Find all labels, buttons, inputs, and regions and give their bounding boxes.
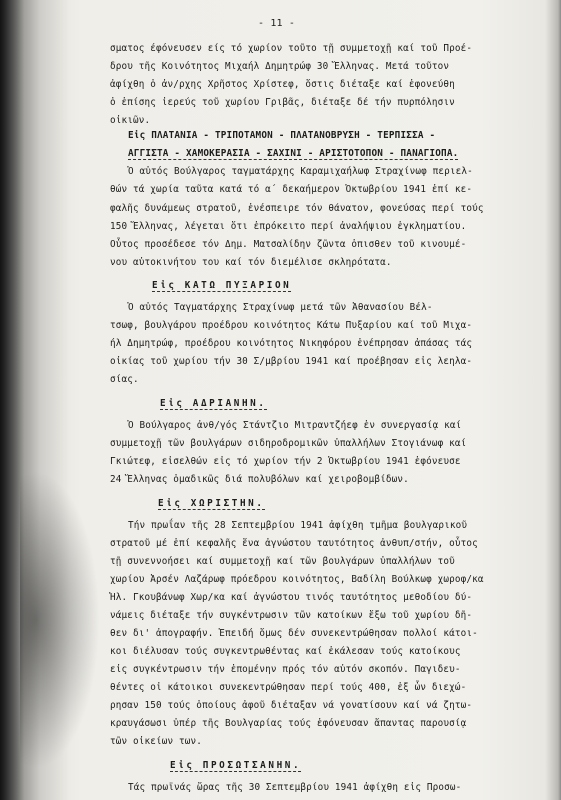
text-line: ὁ ἐπίσης ἱερεύς τοῦ χωρίου Γριβᾶς, διέταξε δέ τήν πυρπόλησιν [110, 97, 455, 109]
text-line: Ὁ αὐτός Βούλγαρος ταγματάρχης Καραμιχαήλωφ Στραχίνωφ περιελ- [128, 166, 473, 178]
text-line: σματος έφόνευσεν είς τό χωρίον τοῦτο τῇ συμμετοχῇ καί τοῦ Προέ- [110, 43, 473, 54]
text-line: 24 Ἕλληνας ὁμαδικῶς διά πολυβόλων καί χειροβομβίδων. [110, 474, 409, 486]
text-line: εἰς συγκέντρωσιν τήν ἑπομένην πρός τόν αὐτόν σκοπόν. Παγιδευ- [110, 663, 461, 675]
text-line: κοι διέλυσαν τούς συγκεντρωθέντας καί ἐκάλεσαν τούς κατοίκους [110, 645, 461, 657]
text-line: χωρίου Ἀρσέν Λαζάρωφ πρόεδρου κοινότητος, Βαδίλη Βούλκωφ χωροφ/κα [110, 573, 484, 585]
text-line: Ἠλ. Γκουβάνωφ Χωρ/κα καί ἀγνώστου τινός ταυτότητος μεθοδίου δύ- [110, 591, 473, 603]
scan-shadow [20, 470, 100, 770]
text-line: τῇ συνεννοήσει καί συμμετοχῇ καί τῶν βουλγάρων ὑπαλλήλων τοῦ [110, 555, 455, 567]
section-heading: Εἰς ΧΩΡΙΣΤΗΝ. [158, 497, 265, 509]
section-heading: Εἰς ΑΔΡΙΑΝΗΝ. [160, 398, 267, 410]
text-line: Γκιώτεφ, εἰσελθών εἰς τό χωρίον τήν 2 Ὀκτωβρίου 1941 ἐφόνευσε [110, 456, 461, 468]
section-heading: Εἰς ΠΛΑΤΑΝΙΑ - ΤΡΙΠΟΤΑΜΟΝ - ΠΛΑΤΑΝΟΒΡΥΣΗ - ΤΕΡΠΙΣΣΑ - [128, 130, 436, 142]
text-line: δρου τῆς Κοινότητος Μιχαήλ Δημητρώφ 30 Ἕλληνας. Μετά τοῦτον [110, 61, 450, 73]
text-line: τσωφ, βουλγάρου προέδρου κοινότητος Κάτω Πυξαρίου καί τοῦ Μιχα- [110, 320, 473, 332]
scan-shadow [0, 0, 70, 800]
text-line: ήλ Δημητρώφ, προέδρου κοινότητος Νικηφόρου ἐνέπρησαν ἁπάσας τάς [110, 338, 473, 350]
text-line: Τήν πρωΐαν τῆς 28 Σεπτεμβρίου 1941 ἀφίχθη τμῆμα βουλγαρικοῦ [128, 519, 468, 531]
text-line: στρατοῦ μέ ἐπί κεφαλῆς ἕνα ἀγνώστου ταυτότητος ἀνθυπ/στήν, οὗτος [110, 537, 478, 549]
text-line: θέντες οἱ κάτοικοι συνεκεντρώθησαν περί τούς 400, ἐξ ὧν διεχώ- [110, 682, 467, 693]
text-line: Τάς πρωϊνάς ὥρας τῆς 30 Σεπτεμβρίου 1941 ἀφίχθη εἰς Προσω- [128, 781, 462, 793]
text-line: νου αὐτοκινήτου του καί τόν διεμέλισε σκληρότατα. [110, 256, 392, 268]
page-number: - 11 - [258, 18, 296, 29]
text-line: οἰκιῶν. [110, 115, 151, 127]
text-line: κραυγάσωσι ὑπέρ τῆς Βουλγαρίας τούς ἐφόνευσαν ἅπαντας παρουσίᾳ [110, 718, 467, 730]
section-heading: Εἰς ΚΑΤΩ ΠΥΞΑΡΙΟΝ [152, 280, 292, 292]
text-line: σίας. [110, 374, 139, 386]
text-line: θεν δι' ἀπογραφήν. Ἐπειδή ὅμως δέν συνεκεντρώθησαν πολλοί κάτοι- [110, 627, 478, 639]
text-line: ρησαν 150 τούς ὁποίους ἀφοῦ διέταξαν νά γονατίσουν καί νά ζητω- [110, 700, 473, 712]
text-line: ἀφίχθη ὁ ἀν/ρχης Χρῆστος Χρίστεφ, ὅστις διέταξε καί ἐφονεύθη [110, 79, 455, 91]
text-line: Οὗτος προσέδεσε τόν Δημ. Ματσαλίδην ζῶντα ὀπισθεν τοῦ κινουμέ- [110, 238, 467, 250]
text-line: νάμεις διέταξε τήν συγκέντρωσιν τῶν κατοίκων ἔξω τοῦ χωρίου δῆ- [110, 609, 473, 621]
text-line: Ὁ Βούλγαρος ἀνθ/γός Στάντζιο Μιτραντζήεφ ἐν συνεργασίᾳ καί [128, 419, 462, 431]
section-heading: Εἰς ΠΡΟΣΩΤΣΑΝΗΝ. [170, 759, 302, 771]
section-heading: ΑΓΓΙΣΤΑ - ΧΑΜΟΚΕΡΑΣΙΑ - ΣΑΧΙΝΙ - ΑΡΙΣΤΟΤΟΠΟΝ - ΠΑΝΑΓΙΟΠΑ. [128, 148, 459, 160]
text-line: Ὁ αὐτός Ταγματάρχης Στραχίνωφ μετά τῶν Ἀθανασίου Βέλ- [128, 302, 433, 314]
text-line: φαλῆς δυνάμεως στρατοῦ, ἐνέσπειρε τόν θάνατον, φονεύσας περί τούς [110, 202, 484, 214]
text-line: θών τά χωρία ταῦτα κατά τό α΄ δεκαήμερον Ὀκτωβρίου 1941 ἐπί κε- [110, 184, 473, 196]
text-line: οἰκίας τοῦ χωρίου τήν 30 Σ/μβρίου 1941 καί προέβησαν εἰς λεηλα- [110, 356, 473, 368]
text-line: τῶν οἰκείων των. [110, 736, 202, 748]
text-line: 150 Ἕλληνας, λέγεται ὅτι ἐπρόκειτο περί ἀναλήψιου ἐγκληματίου. [110, 220, 467, 232]
text-line: συμμετοχῇ τῶν βουλγάρων σιδηροδρομικῶν ὑπαλλήλων Στογιάνωφ καί [110, 437, 467, 449]
